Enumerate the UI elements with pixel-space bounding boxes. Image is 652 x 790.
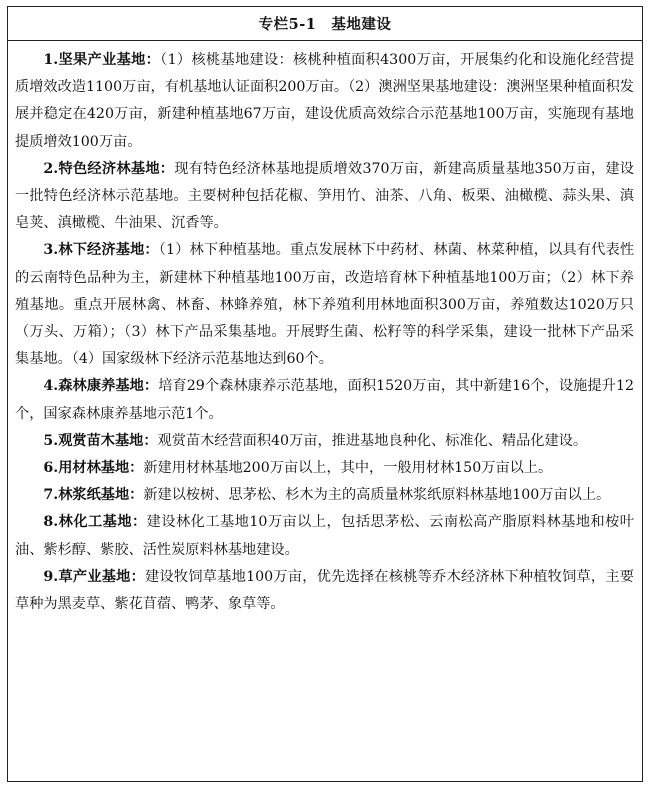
item-heading: 2.特色经济林基地： <box>43 160 175 177</box>
item-heading: 6.用材林基地： <box>43 460 144 477</box>
item-heading: 1.坚果产业基地： <box>43 52 161 68</box>
item-text: 新建以桉树、思茅松、杉木为主的高质量林浆纸原料林基地100万亩以上。 <box>143 487 611 504</box>
item-pulp-paper-base <box>15 482 634 509</box>
item-text: 观赏苗木经营面积40万亩，推进基地良种化、标准化、精品化建设。 <box>157 432 588 449</box>
item-text: （1）核桃基地建设：核桃种植面积4300万亩，开展集约化和设施化经营提质增效改造1100万亩，有机基地认证面积200万亩。（2）澳洲坚果基地建设：澳洲坚果种植面积发展并稳定在420万亩，新建种植基地67万亩，建设优质高效综合示范基地100万亩，实施现有基地提质增效100万亩。 <box>15 52 635 150</box>
item-grass-industry-base <box>15 564 634 618</box>
item-text: 建设林化工基地10万亩以上，包括思茅松、云南松高产脂原料林基地和桉叶油、紫杉醇、紫胶、活性炭原料林基地建设。 <box>15 514 634 558</box>
column-content <box>8 41 642 618</box>
item-text: 培育29个森林康养示范基地，面积1520万亩，其中新建16个，设施提升12个，国家森林康养基地示范1个。 <box>15 378 634 422</box>
item-heading: 8.林化工基地： <box>43 514 147 531</box>
item-text: 新建用材林基地200万亩以上，其中，一般用材林150万亩以上。 <box>143 460 553 477</box>
column-box <box>7 6 643 782</box>
item-timber-forest-base <box>15 455 634 482</box>
item-heading: 9.草产业基地： <box>43 568 146 585</box>
item-text: 现有特色经济林基地提质增效370万亩，新建高质量基地350万亩，建设一批特色经济林示范基地。主要树种包括花椒、笋用竹、油茶、八角、板栗、油橄榄、蒜头果、滇皂荚、滇橄榄、牛油果、沉香等。 <box>15 160 634 232</box>
item-forest-wellness-base <box>15 373 634 427</box>
column-title: 专栏5-1 基地建设 <box>8 7 642 41</box>
item-understory-economy-base <box>15 237 634 373</box>
item-heading: 3.林下经济基地： <box>43 242 159 259</box>
item-text: （1）林下种植基地。重点发展林下中药材、林菌、林菜种植，以具有代表性的云南特色品种为主，新建林下种植基地100万亩，改造培育林下种植基地100万亩；（2）林下养殖基地。重点开展林禽、林畜、林蜂养殖，林下养殖利用林地面积300万亩，养殖数达1020万只（万头、万箱）；（3）林下产品采集基地。开展野生菌、松籽等的科学采集，建设一批林下产品采集基地。（4）国家级林下经济示范基地达到60个。 <box>15 242 635 368</box>
item-heading: 7.林浆纸基地： <box>43 487 144 504</box>
item-text: 建设牧饲草基地100万亩，优先选择在核桃等乔木经济林下种植牧饲草，主要草种为黑麦草、紫花苜蓿、鸭茅、象草等。 <box>15 568 634 613</box>
item-heading: 4.森林康养基地： <box>43 378 159 395</box>
item-economic-forest-base <box>15 156 634 238</box>
item-forest-chemical-base <box>15 509 634 563</box>
item-heading: 5.观赏苗木基地： <box>43 432 158 449</box>
item-ornamental-seedling-base <box>15 428 634 455</box>
item-coarse-nut-base <box>15 47 634 156</box>
